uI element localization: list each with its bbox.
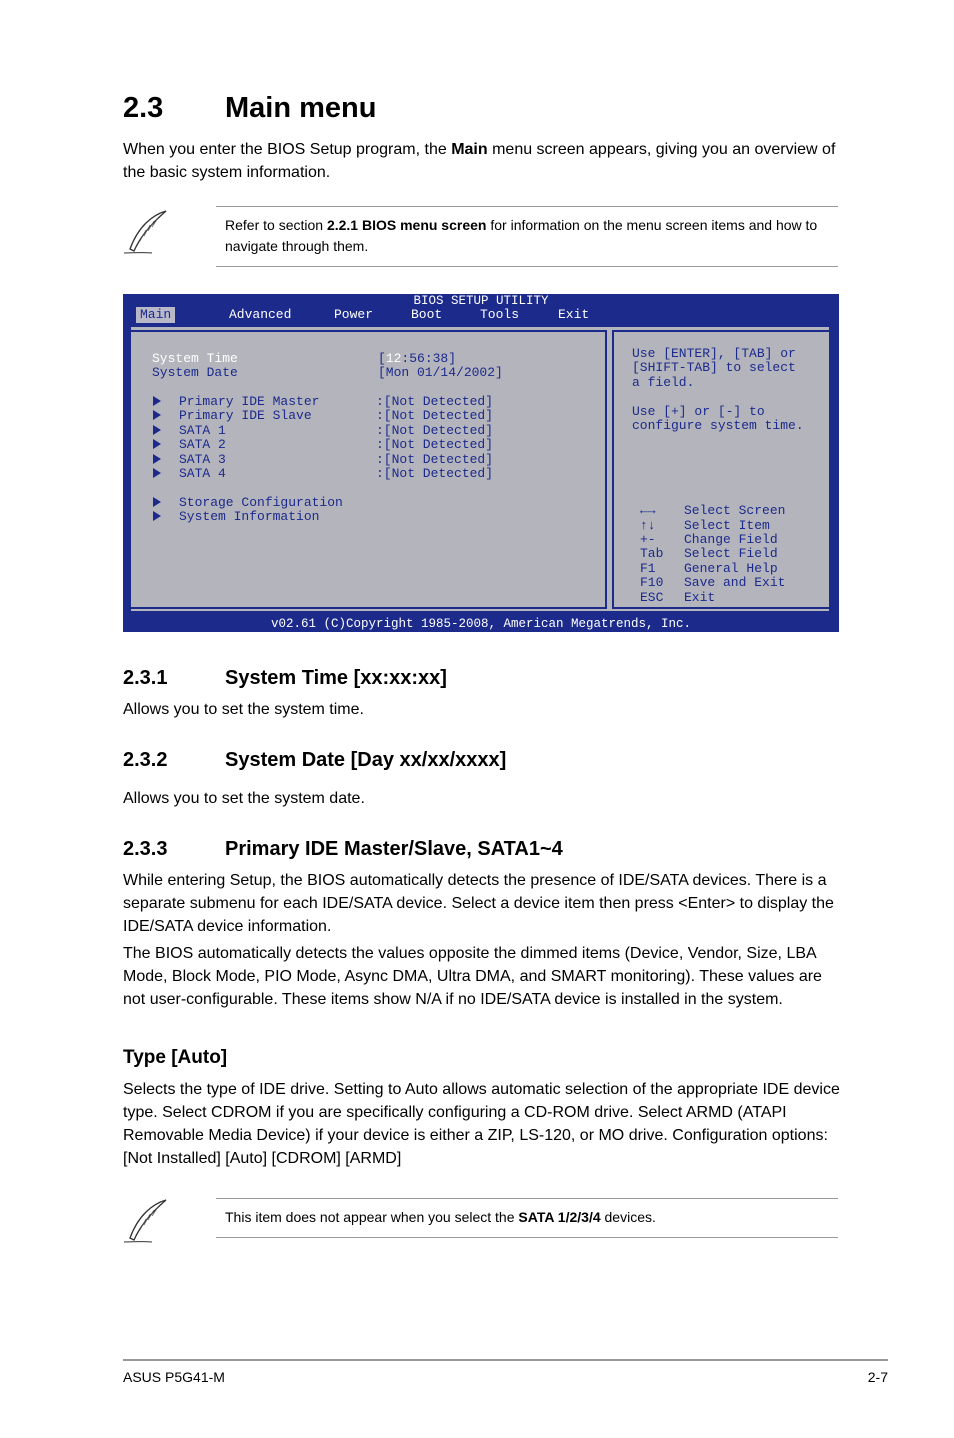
bios-item-system-date-value[interactable]: [Mon 01/14/2002]: [378, 365, 503, 380]
body-text: The BIOS automatically detects the values opposite the dimmed items (Device, Vendor, Size, LBA Mode, Block Mode, PIO Mode, Async DMA, Ultra DMA, and SMART monitoring). These values are not user-configurable. These items show N/A if no IDE/SATA device is installed in the system.: [123, 945, 822, 1008]
bios-item-value: :[Not Detected]: [376, 452, 494, 467]
bios-item-storage-configuration[interactable]: Storage Configuration: [179, 495, 343, 510]
bios-screen: [123, 294, 839, 632]
bios-menu-tools[interactable]: Tools: [480, 307, 520, 322]
key-desc: Select Item: [684, 518, 770, 533]
bios-item-value: :[Not Detected]: [376, 423, 494, 438]
submenu-arrow-icon: [153, 396, 161, 406]
key-desc: Change Field: [684, 532, 778, 547]
bios-footer: v02.61 (C)Copyright 1985-2008, American Megatrends, Inc.: [270, 617, 692, 631]
note-text: This item does not appear when you select the: [225, 1209, 519, 1225]
note-text-end: for information on the menu screen items and how to navigate through them.: [225, 217, 818, 254]
note-box: [216, 206, 838, 267]
body-text: Allows you to set the system date.: [123, 790, 365, 807]
page-footer: [123, 1359, 888, 1385]
note-text-end: devices.: [600, 1209, 656, 1225]
key-desc: Select Screen: [684, 503, 786, 518]
key-label: +-: [640, 532, 656, 547]
bios-item-sata1[interactable]: SATA 1: [179, 423, 226, 438]
bios-item-sata2[interactable]: SATA 2: [179, 437, 226, 452]
bios-help-line: Use [+] or [-] to: [632, 404, 765, 419]
bios-item-value: :[Not Detected]: [376, 466, 494, 481]
left-right-arrow-icon: ←→: [640, 503, 656, 518]
key-desc: General Help: [684, 561, 778, 576]
submenu-arrow-icon: [153, 468, 161, 478]
intro-text: When you enter the BIOS Setup program, the: [123, 141, 452, 158]
subsection-heading: Primary IDE Master/Slave, SATA1~4: [225, 838, 563, 860]
subsection-heading: System Time [xx:xx:xx]: [225, 667, 447, 689]
bios-menu-power[interactable]: Power: [334, 307, 374, 322]
key-label: ESC: [640, 590, 664, 605]
bios-help-line: a field.: [632, 375, 695, 390]
section-title: [123, 86, 376, 130]
bios-item-primary-ide-master[interactable]: Primary IDE Master: [179, 394, 320, 409]
body-text: Selects the type of IDE drive. Setting to Auto allows automatic selection of the appropriate IDE device type. Select CDROM if you are specifically configuring a CD-ROM drive. Select ARMD (ATAPI Removable Media Device) if your device is either a ZIP, LS-120, or MO drive. Configuration options: [Not Installed] [Auto] [CDROM] [ARMD]: [123, 1081, 840, 1167]
submenu-arrow-icon: [153, 511, 161, 521]
submenu-arrow-icon: [153, 497, 161, 507]
footer-page-number: 2-7: [867, 1369, 888, 1385]
submenu-arrow-icon: [153, 439, 161, 449]
bios-menu-exit[interactable]: Exit: [558, 307, 590, 322]
submenu-arrow-icon: [153, 425, 161, 435]
intro-bold: Main: [451, 141, 488, 158]
subsection-number: 2.3.1: [123, 667, 168, 689]
bios-item-system-date[interactable]: System Date: [152, 365, 238, 380]
bios-item-value: :[Not Detected]: [376, 437, 494, 452]
bios-item-sata4[interactable]: SATA 4: [179, 466, 226, 481]
subsection-title: [123, 836, 563, 862]
submenu-arrow-icon: [153, 410, 161, 420]
bios-item-system-time-value[interactable]: [12:56:38]: [378, 351, 457, 366]
bios-item-value: :[Not Detected]: [376, 408, 494, 423]
bios-help-line: Use [ENTER], [TAB] or: [632, 346, 796, 361]
intro-text-end: menu screen appears, giving you an overview of the basic system information.: [123, 141, 836, 181]
subsection-title: [123, 747, 506, 773]
subsection-title: [123, 665, 447, 691]
key-desc: Exit: [684, 590, 716, 605]
bios-title: BIOS SETUP UTILITY: [413, 294, 549, 308]
key-desc: Select Field: [684, 546, 778, 561]
bios-help-line: configure system time.: [632, 418, 804, 433]
note-text: Refer to section: [225, 217, 327, 233]
submenu-arrow-icon: [153, 454, 161, 464]
subsection-heading: System Date [Day xx/xx/xxxx]: [225, 749, 507, 771]
note-pen-icon: [122, 1198, 170, 1246]
bios-menu-boot[interactable]: Boot: [411, 307, 443, 322]
body-text: Allows you to set the system time.: [123, 701, 364, 718]
note-box: [216, 1198, 838, 1238]
bios-menu-advanced[interactable]: Advanced: [229, 307, 292, 322]
key-label: F10: [640, 575, 664, 590]
key-desc: Save and Exit: [684, 575, 786, 590]
note-pen-icon: [122, 209, 170, 257]
section-heading: Main menu: [225, 92, 377, 124]
intro-paragraph: [123, 138, 843, 184]
bios-item-system-information[interactable]: System Information: [179, 509, 320, 524]
subsection-number: 2.3.2: [123, 749, 168, 771]
section-number: 2.3: [123, 92, 164, 124]
bios-help-line: [SHIFT-TAB] to select: [632, 360, 796, 375]
footer-model: ASUS P5G41-M: [123, 1369, 225, 1385]
note-bold: SATA 1/2/3/4: [518, 1209, 601, 1225]
key-label: Tab: [640, 546, 664, 561]
item-title: Type [Auto]: [123, 1047, 228, 1068]
bios-item-primary-ide-slave[interactable]: Primary IDE Slave: [179, 408, 312, 423]
note-bold: 2.2.1 BIOS menu screen: [326, 217, 487, 233]
bios-menu-main[interactable]: Main: [136, 307, 175, 323]
body-text: While entering Setup, the BIOS automatically detects the presence of IDE/SATA devices. There is a separate submenu for each IDE/SATA device. Select a device item then press <Enter> to display the IDE/SATA device information.: [123, 872, 834, 935]
bios-item-system-time[interactable]: System Time: [152, 351, 238, 366]
bios-item-sata3[interactable]: SATA 3: [179, 452, 226, 467]
key-label: F1: [640, 561, 656, 576]
up-down-arrow-icon: ↑↓: [640, 518, 656, 533]
bios-item-value: :[Not Detected]: [376, 394, 494, 409]
subsection-number: 2.3.3: [123, 838, 168, 860]
